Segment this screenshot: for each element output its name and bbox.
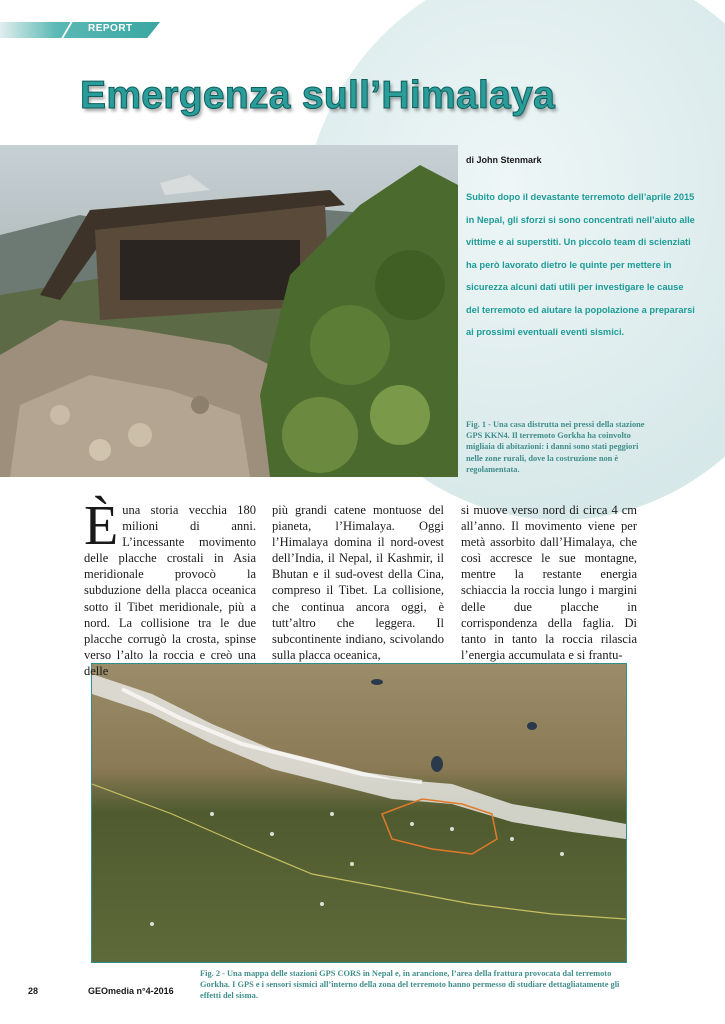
page-number: 28	[28, 986, 39, 996]
photo-destroyed-house	[0, 145, 458, 477]
body-column-2: più grandi catene montuose del pianeta, l’Himalaya. Oggi l’Himalaya domina il nord-ovest dell’India, il Nepal, il Kashmir, il Bhutan e il sud-ovest della Cina, compreso il Tibet. La collisione, che continua ancora oggi, è tutt’altro che leggera. Il subcontinente indiano, scivolando sulla placca oceanica,	[272, 503, 444, 662]
section-bar	[0, 22, 160, 38]
article-title: Emergenza sull’Himalaya	[80, 74, 556, 117]
figure-1-caption: Fig. 1 - Una casa distrutta nei pressi della stazione GPS KKN4. Il terremoto Gorkha ha coinvolto migliaia di abitazioni: i danni sono stati peggiori nelle zone rurali, dove la costruzione non è regolamentata.	[466, 420, 645, 474]
article-intro: Subito dopo il devastante terremoto dell’aprile 2015 in Nepal, gli sforzi si sono concentrati nell’aiuto alle vittime e ai superstiti. Un piccolo team di scienziati ha però lavorato dietro le quinte per mettere in sicurezza alcuni dati utili per investigare le cause del terremoto ed aiutare la popolazione a prepararsi ai prossimi eventuali eventi sismici.	[466, 192, 695, 337]
byline: di John Stenmark	[466, 155, 542, 165]
body-column-1-text: una storia vecchia 180 milioni di anni. L’incessante movimento delle placche crostali in Asia meridionale provocò la subduzione della placca oceanica sotto il Tibet meridionale, più a nord. La collisione tra le due placche corrugò la crosta, spinse verso l’alto la roccia e creò una delle	[84, 503, 256, 678]
figure-2-caption: Fig. 2 - Una mappa delle stazioni GPS CORS in Nepal e, in arancione, l’area della frattura provocata dal terremoto Gorkha. I GPS e i sensori sismici all’interno della zona del terremoto hanno permesso di studiare dettagliatamente gli effetti del sisma.	[200, 969, 620, 1001]
body-column-1	[84, 495, 256, 679]
body-column-3: si muove verso nord di circa 4 cm all’anno. Il movimento viene per metà assorbito dall’Himalaya, che così accresce le sue montagne, mentre la restante energia schiaccia la roccia lungo i margini delle due placche in corrispondenza della faglia. Di tanto in tanto la roccia rilascia l’energia accumulata e si frantu-	[461, 503, 637, 662]
map-gps-stations-nepal	[91, 663, 627, 963]
drop-cap: È	[84, 495, 119, 557]
section-label: REPORT	[88, 23, 133, 34]
magazine-issue: GEOmedia n°4-2016	[88, 986, 174, 996]
